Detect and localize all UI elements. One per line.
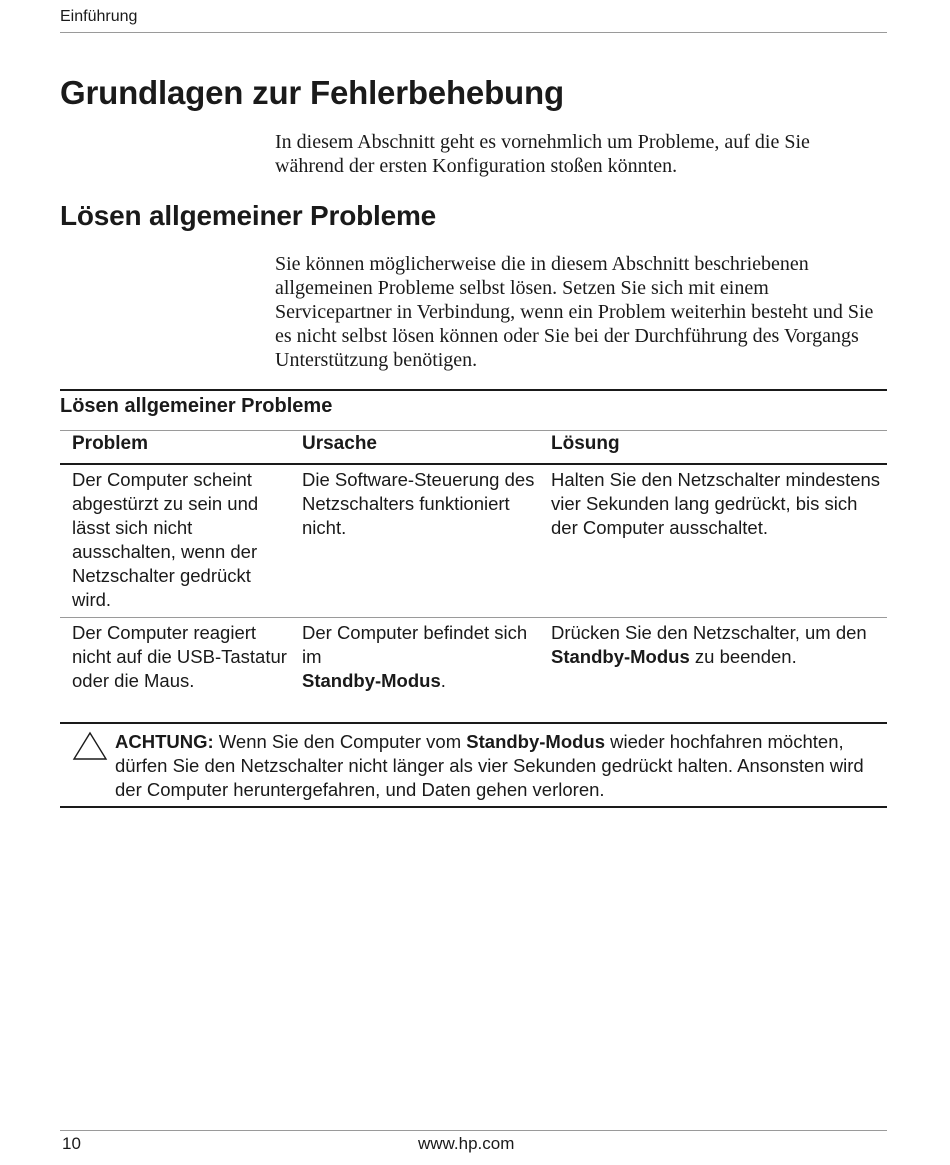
caution-note: [115, 730, 875, 802]
header-divider: [60, 32, 887, 33]
caution-text-end: wieder hochfahren möchten, dürfen Sie den Netzschalter nicht länger als vier Sekunden gedrückt halten. Ansonsten wird der Computer heruntergefahren, und Daten gehen verloren.: [115, 731, 864, 800]
page-number: 10: [62, 1134, 81, 1153]
caution-label: ACHTUNG:: [115, 731, 214, 752]
warning-triangle-icon: [72, 731, 108, 761]
table-top-rule: [60, 389, 887, 391]
row2-solution-bold: Standby-Modus: [551, 646, 690, 667]
row1-solution: Halten Sie den Netzschalter mindestens vier Sekunden lang gedrückt, bis sich der Computer ausschaltet.: [551, 469, 881, 538]
column-header-problem: Problem: [72, 433, 149, 454]
section-title: Grundlagen zur Fehlerbehebung: [60, 74, 564, 111]
row1-cause: Die Software-Steuerung des Netzschalters funktioniert nicht.: [302, 469, 535, 538]
row2-cause-end: .: [440, 670, 446, 691]
subsection-paragraph: Sie können möglicherweise die in diesem Abschnitt beschriebenen allgemeinen Probleme selbst lösen. Setzen Sie sich mit einem Servicepartner in Verbindung, wenn ein Problem weiterhin besteht und Sie es nicht selbst lösen können oder Sie bei der Durchführung des Vorgangs Unterstützung benötigen.: [275, 253, 874, 371]
row2-cause: [302, 621, 542, 693]
caution-bold: Standby-Modus: [466, 731, 606, 752]
row1-problem: Der Computer scheint abgestürzt zu sein und lässt sich nicht ausschalten, wenn der Netzschalter gedrückt wird.: [72, 469, 259, 610]
column-header-solution: Lösung: [551, 433, 620, 454]
caution-bottom-rule: [60, 806, 887, 808]
row2-solution-end: zu beenden.: [694, 646, 797, 667]
running-header: Einführung: [60, 8, 138, 25]
subsection-title: Lösen allgemeiner Probleme: [60, 200, 437, 231]
table-row-divider: [60, 617, 887, 618]
row2-solution-text: Drücken Sie den Netzschalter, um den: [551, 622, 867, 643]
footer-divider: [60, 1130, 887, 1131]
row2-solution: [551, 621, 881, 669]
row2-cause-text: Der Computer befindet sich im: [302, 622, 528, 667]
table-bottom-rule: [60, 722, 887, 724]
row2-problem: Der Computer reagiert nicht auf die USB-Tastatur oder die Maus.: [72, 622, 287, 691]
caution-text: Wenn Sie den Computer vom: [218, 731, 462, 752]
column-header-cause: Ursache: [302, 433, 377, 454]
table-title-rule: [60, 430, 887, 431]
row2-cause-bold: Standby-Modus: [302, 670, 441, 691]
intro-paragraph: In diesem Abschnitt geht es vornehmlich um Probleme, auf die Sie während der ersten Konfiguration stoßen könnten.: [275, 131, 810, 177]
table-header-rule: [60, 463, 887, 465]
footer-url: www.hp.com: [418, 1134, 515, 1153]
table-title: Lösen allgemeiner Probleme: [60, 395, 333, 417]
